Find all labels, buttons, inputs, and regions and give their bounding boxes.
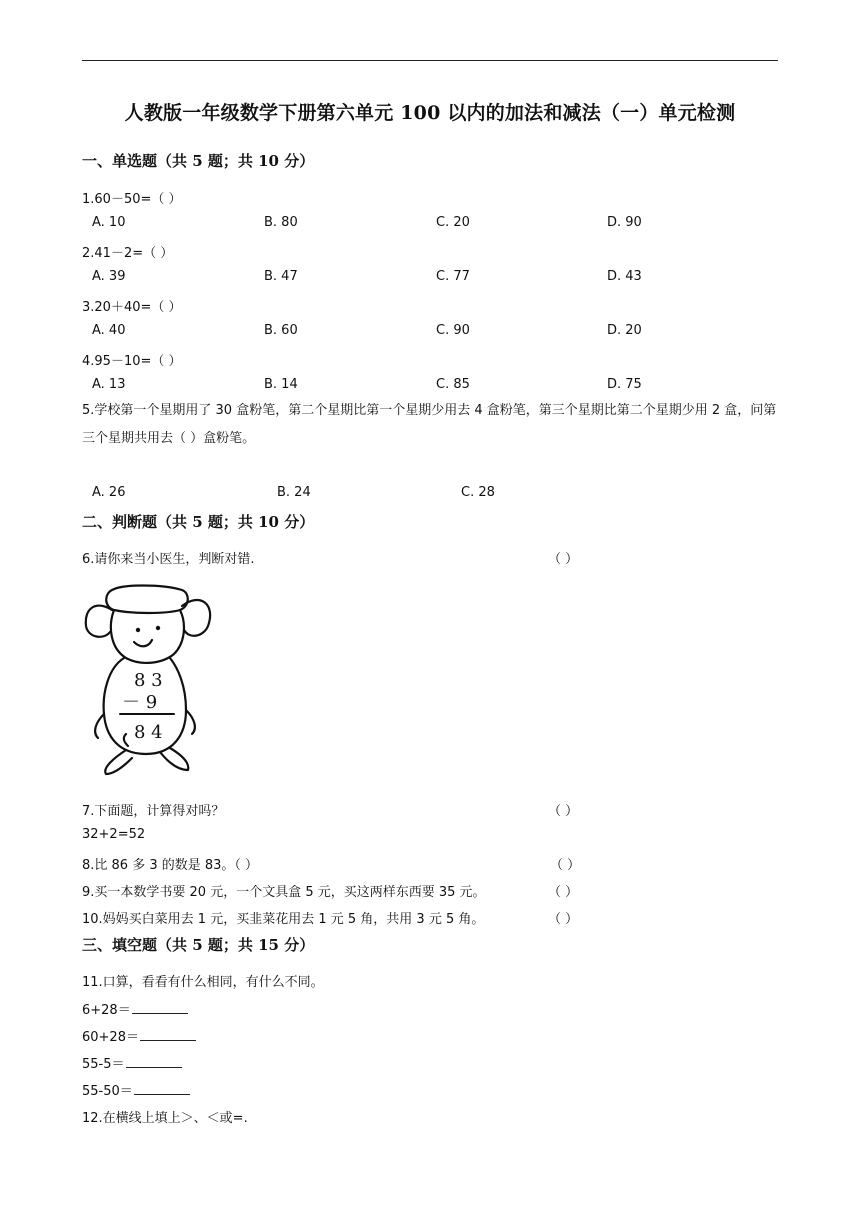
q7-answer-bracket: （ ） (548, 804, 579, 819)
question-3: 3.20＋40=（ ） (82, 300, 182, 315)
q1-option-d: D. 90 (607, 215, 642, 230)
elephant-drawing (82, 582, 214, 778)
q1-option-b: B. 80 (264, 215, 298, 230)
q4-option-b: B. 14 (264, 377, 298, 392)
page-title: 人教版一年级数学下册第六单元 100 以内的加法和减法（一）单元检测 (124, 102, 736, 124)
figure-result: 8 4 (134, 722, 163, 743)
cartoon-elephant-figure (82, 582, 214, 778)
q11-item-4-blank[interactable] (134, 1082, 190, 1095)
q11-item-4 (82, 1080, 190, 1099)
q5-option-a: A. 26 (92, 485, 126, 500)
q2-option-d: D. 43 (607, 269, 642, 284)
figure-subtrahend: － 9 (122, 692, 158, 713)
q6-answer-bracket: （ ） (548, 552, 579, 567)
q4-option-d: D. 75 (607, 377, 642, 392)
q5-option-b: B. 24 (277, 485, 311, 500)
q1-option-c: C. 20 (436, 215, 470, 230)
question-12: 12.在横线上填上＞、＜或=. (82, 1111, 248, 1126)
question-10: 10.妈妈买白菜用去 1 元，买韭菜花用去 1 元 5 角，共用 3 元 5 角。 (82, 912, 485, 927)
q3-option-d: D. 20 (607, 323, 642, 338)
q4-option-a: A. 13 (92, 377, 126, 392)
q11-item-4-expr: 55-50＝ (82, 1084, 133, 1099)
q9-answer-bracket: （ ） (548, 885, 579, 900)
question-9: 9.买一本数学书要 20 元，一个文具盒 5 元，买这两样东西要 35 元。 (82, 885, 486, 900)
q5-option-c: C. 28 (461, 485, 495, 500)
header-rule (82, 60, 778, 61)
question-11: 11.口算，看看有什么相同，有什么不同。 (82, 975, 324, 990)
question-6: 6.请你来当小医生，判断对错. (82, 552, 255, 567)
q11-item-1-expr: 6+28＝ (82, 1003, 131, 1018)
q3-option-c: C. 90 (436, 323, 470, 338)
question-5: 5.学校第一个星期用了 30 盒粉笔，第二个星期比第一个星期少用去 4 盒粉笔，第三个星期比第二个星期少用 2 盒，问第三个星期共用去（ ）盒粉笔。 (82, 403, 777, 446)
q8-answer-bracket: （ ） (550, 858, 581, 873)
q11-item-3 (82, 1053, 182, 1072)
figure-top-number: 8 3 (134, 670, 163, 691)
question-7: 7.下面题，计算得对吗？ (82, 804, 225, 819)
section-heading-true-false: 二、判断题（共 5 题；共 10 分） (82, 513, 315, 531)
section-heading-single-choice: 一、单选题（共 5 题；共 10 分） (82, 152, 315, 170)
question-1: 1.60－50=（ ） (82, 192, 182, 207)
question-2: 2.41－2=（ ） (82, 246, 174, 261)
q3-option-a: A. 40 (92, 323, 126, 338)
q11-item-2-blank[interactable] (140, 1028, 196, 1041)
q11-item-2 (82, 1026, 196, 1045)
q2-option-a: A. 39 (92, 269, 126, 284)
q1-option-a: A. 10 (92, 215, 126, 230)
q11-item-2-expr: 60+28＝ (82, 1030, 139, 1045)
q2-option-c: C. 77 (436, 269, 470, 284)
q11-item-3-expr: 55-5＝ (82, 1057, 125, 1072)
q10-answer-bracket: （ ） (548, 912, 579, 927)
section-heading-fill-blank: 三、填空题（共 5 题；共 15 分） (82, 936, 315, 954)
q3-option-b: B. 60 (264, 323, 298, 338)
q11-item-1 (82, 999, 188, 1018)
q2-option-b: B. 47 (264, 269, 298, 284)
q11-item-1-blank[interactable] (132, 1001, 188, 1014)
question-4: 4.95－10=（ ） (82, 354, 182, 369)
q7-expression: 32+2=52 (82, 827, 146, 842)
q4-option-c: C. 85 (436, 377, 470, 392)
q11-item-3-blank[interactable] (126, 1055, 182, 1068)
question-8: 8.比 86 多 3 的数是 83。（ ） (82, 858, 259, 873)
